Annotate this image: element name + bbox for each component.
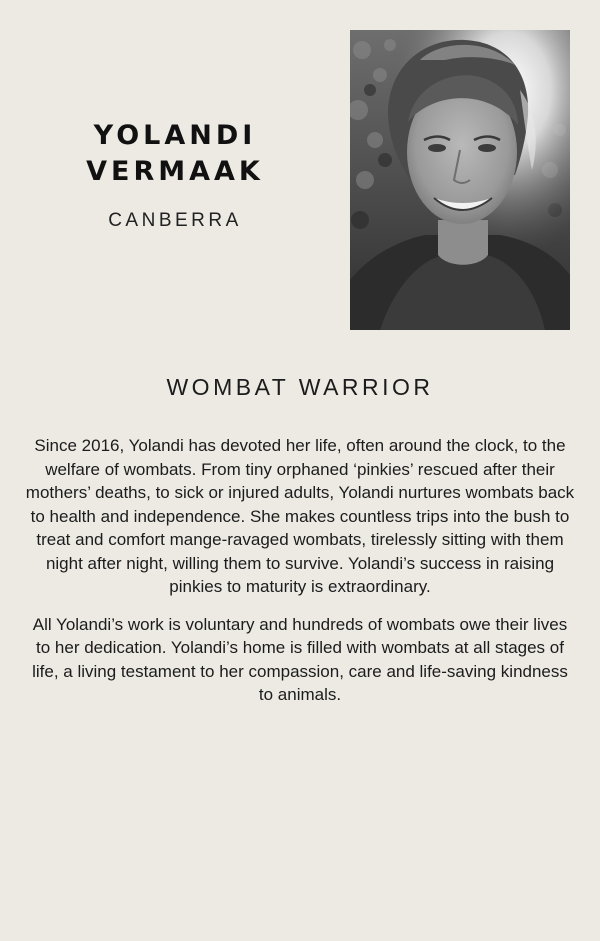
first-name: YOLANDI	[93, 120, 257, 151]
bio-paragraph: Since 2016, Yolandi has devoted her life, often around the clock, to the welfare of wombats. From tiny orphaned ‘pinkies’ rescued after their mothers’ deaths, to sick or injured adults, Yolandi nurtures wombats back to health and independence. She makes countless trips into the bush to treat and comfort mange-ravaged wombats, tirelessly sitting with them night after night, willing them to survive. Yolandi’s success in raising pinkies to maturity is extraordinary.	[25, 436, 575, 596]
bio-text	[24, 434, 576, 721]
name-block	[40, 118, 310, 232]
location: CANBERRA	[108, 210, 242, 231]
section-title: WOMBAT WARRIOR	[166, 374, 434, 400]
last-name: VERMAAK	[86, 156, 264, 187]
bio-paragraph: All Yolandi’s work is voluntary and hundreds of wombats owe their lives to her dedication. Yolandi’s home is filled with wombats at all stages of life, a living testament to her compassion, care and life-saving kindness to animals.	[32, 614, 568, 704]
portrait-photo	[350, 30, 570, 330]
portrait-image	[350, 30, 570, 330]
